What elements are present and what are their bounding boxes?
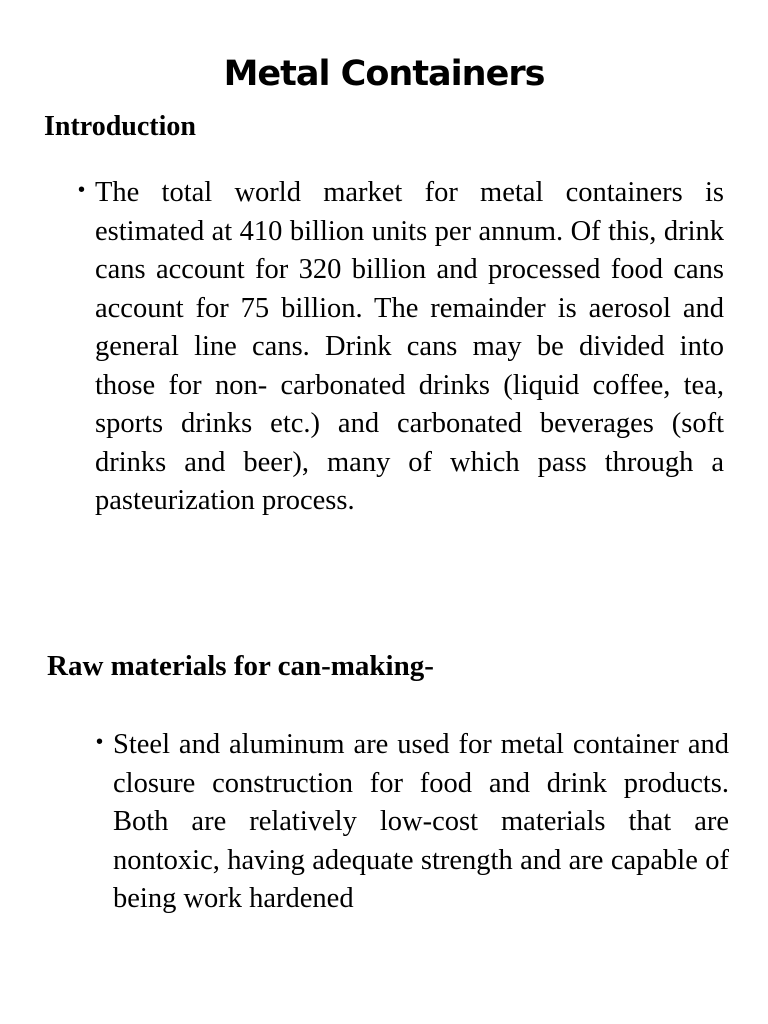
bullet-text-raw-materials: Steel and aluminum are used for metal container and closure construction for food and drink products. Both are relatively low-cost materials that are nontoxic, having adequate strength and are capable of being work hardened <box>113 729 729 914</box>
section-heading-introduction: Introduction <box>44 111 196 142</box>
bullet-icon: • <box>96 731 104 753</box>
bullet-item-raw-materials <box>96 726 729 919</box>
bullet-text-introduction: The total world market for metal containers is estimated at 410 billion units per annum. Of this, drink cans account for 320 billion and processed food cans account for 75 billion. The remainder is aerosol and general line cans. Drink cans may be divided into those for non- carbonated drinks (liquid coffee, tea, sports drinks etc.) and carbonated beverages (soft drinks and beer), many of which pass through a pasteurization process. <box>95 177 724 516</box>
section-heading-raw-materials: Raw materials for can-making- <box>47 650 434 682</box>
bullet-item-introduction <box>78 174 724 521</box>
page-title: Metal Containers <box>223 54 545 94</box>
bullet-icon: • <box>78 179 86 201</box>
